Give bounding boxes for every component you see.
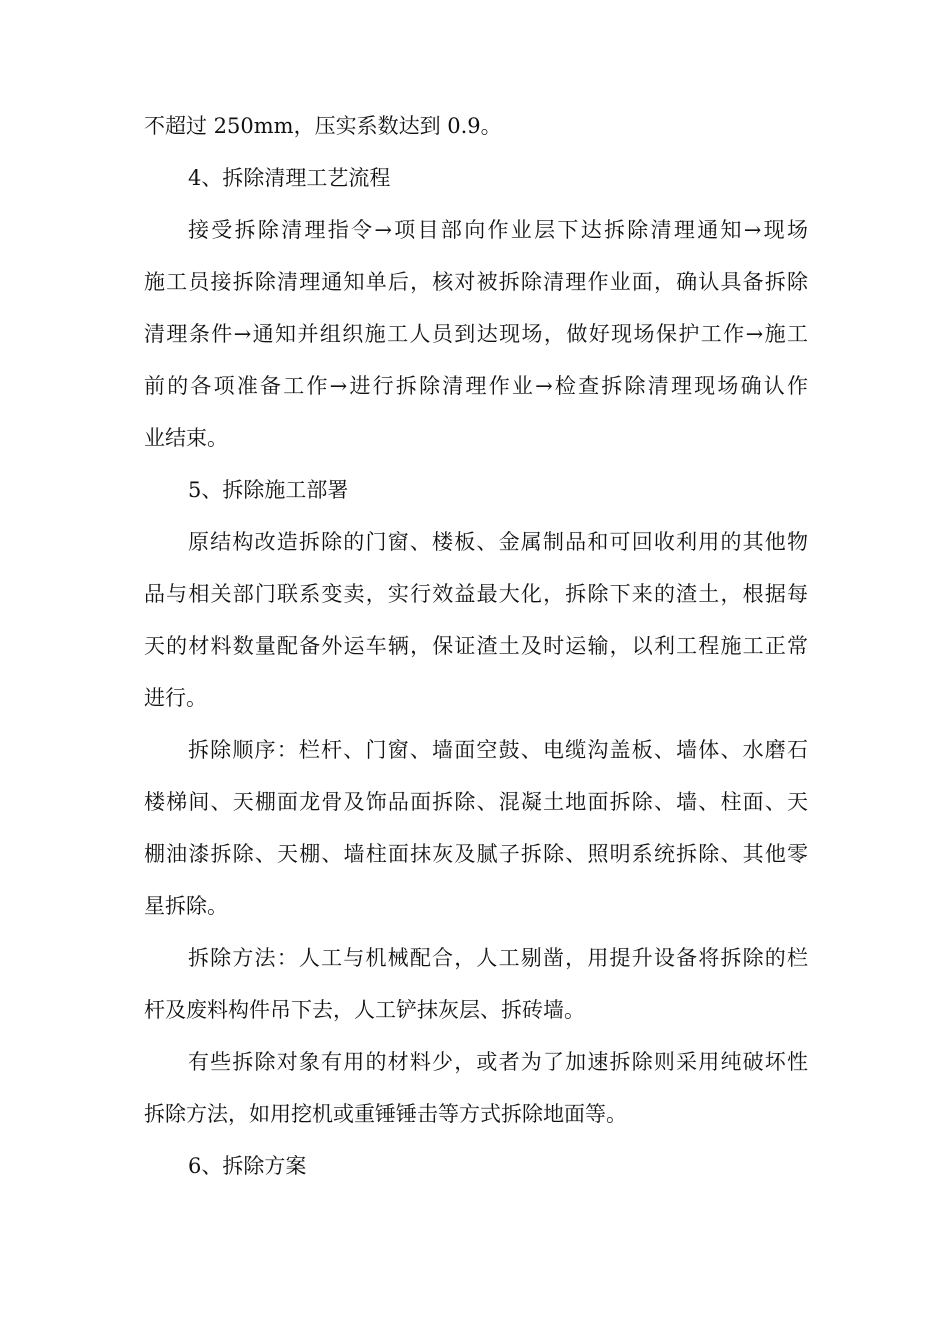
text-line: 拆除方法，如用挖机或重锤锤击等方式拆除地面等。 [144,1102,627,1126]
text-line: 施工员接拆除清理通知单后，核对被拆除清理作业面，确认具备拆除 [144,270,808,294]
text-line: 拆除顺序：栏杆、门窗、墙面空鼓、电缆沟盖板、墙体、水磨石 [188,738,808,762]
text-block-1 [144,100,808,724]
text-block-2 [144,724,808,1192]
text-line: 拆除方法：人工与机械配合，人工剔凿，用提升设备将拆除的栏 [188,946,808,970]
text-line: 不超过 250mm，压实系数达到 0.9。 [144,114,502,138]
text-line: 清理条件→通知并组织施工人员到达现场，做好现场保护工作→施工 [144,322,808,346]
text-line: 品与相关部门联系变卖，实行效益最大化，拆除下来的渣土，根据每 [144,582,808,606]
text-line: 杆及废料构件吊下去，人工铲抹灰层、拆砖墙。 [144,998,585,1022]
section-heading-4: 4、拆除清理工艺流程 [188,166,391,190]
text-line: 前的各项准备工作→进行拆除清理作业→检查拆除清理现场确认作 [144,374,808,398]
text-line: 楼梯间、天棚面龙骨及饰品面拆除、混凝土地面拆除、墙、柱面、天 [144,790,808,814]
text-line: 进行。 [144,686,207,710]
text-line: 天的材料数量配备外运车辆，保证渣土及时运输，以利工程施工正常 [144,634,808,658]
section-heading-6: 6、拆除方案 [188,1154,307,1178]
text-line: 接受拆除清理指令→项目部向作业层下达拆除清理通知→现场 [188,218,808,242]
text-line: 棚油漆拆除、天棚、墙柱面抹灰及腻子拆除、照明系统拆除、其他零 [144,842,808,866]
text-line: 星拆除。 [144,894,228,918]
text-line: 有些拆除对象有用的材料少，或者为了加速拆除则采用纯破坏性 [188,1050,808,1074]
text-line: 原结构改造拆除的门窗、楼板、金属制品和可回收利用的其他物 [188,530,808,554]
text-line: 业结束。 [144,426,228,450]
section-heading-5: 5、拆除施工部署 [188,478,349,502]
